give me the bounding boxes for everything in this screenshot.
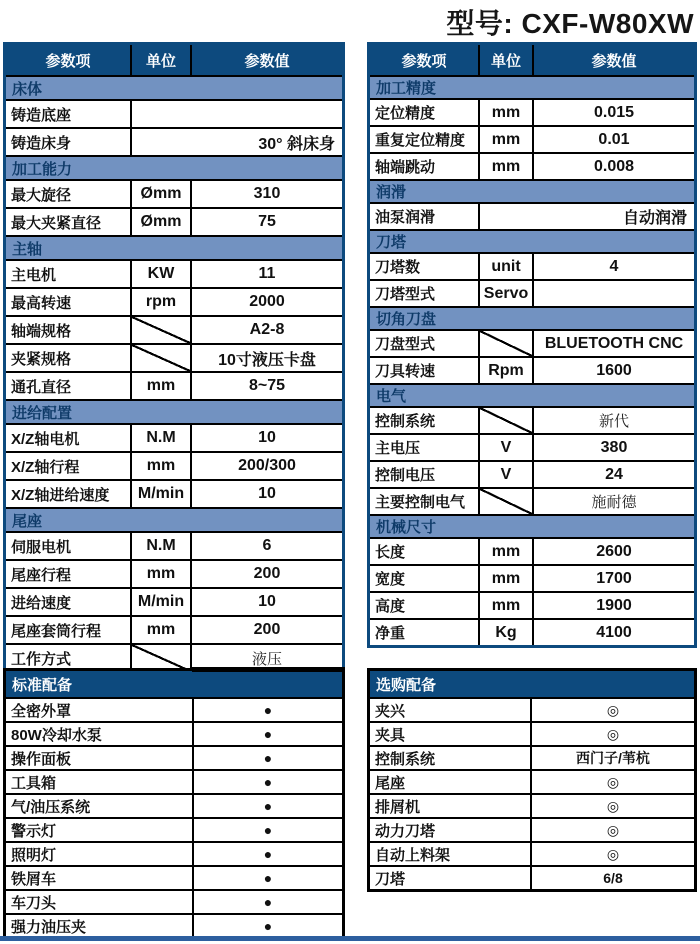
param-value: 24 (532, 462, 694, 487)
section-title: 主轴 (12, 240, 43, 258)
param-value: A2-8 (190, 317, 342, 343)
param-value: 自动润滑 (478, 204, 694, 229)
footer-accent-bar (0, 936, 700, 941)
equipment-row (370, 817, 694, 841)
spec-row (6, 371, 342, 399)
equipment-name: 铁屑车 (11, 870, 57, 888)
param-name: 控制电压 (375, 467, 436, 484)
column-header-parameter: 参数项 (45, 52, 91, 70)
equipment-row (370, 721, 694, 745)
param-unit: KW (130, 261, 190, 287)
standard-mark: ● (192, 843, 342, 865)
page-title: 型号: CXF-W80XW (446, 8, 694, 39)
spec-row (6, 451, 342, 479)
spec-row (370, 202, 694, 229)
param-value: 施耐德 (532, 489, 694, 514)
spec-row (370, 98, 694, 125)
param-name: X/Z轴行程 (11, 458, 80, 476)
param-value: 200 (190, 617, 342, 643)
param-name: X/Z轴电机 (11, 430, 80, 448)
equipment-name: 80W冷却水泵 (11, 726, 102, 744)
spec-row (6, 587, 342, 615)
optional-equipment-body (370, 697, 694, 889)
param-unit: Servo (478, 281, 532, 306)
param-unit: N.M (130, 425, 190, 451)
spec-table-left-header (6, 45, 342, 75)
param-name: 控制系统 (375, 413, 436, 430)
param-value: 4 (532, 254, 694, 279)
section-row (370, 514, 694, 537)
spec-table-right-header (370, 45, 694, 75)
standard-equipment-header: 标准配备 (6, 671, 342, 697)
column-header-unit: 单位 (130, 45, 190, 75)
equipment-name: 工具箱 (11, 774, 57, 792)
param-name: 最大旋径 (11, 186, 72, 204)
section-title: 切角刀盘 (376, 311, 437, 328)
section-title: 加工能力 (12, 160, 73, 178)
spec-row (6, 127, 342, 155)
param-name: 尾座套筒行程 (11, 622, 102, 640)
param-name: 铸造床身 (11, 134, 72, 152)
standard-equipment-table (3, 668, 345, 940)
section-row (370, 229, 694, 252)
standard-mark: ● (192, 747, 342, 769)
standard-mark: ● (192, 867, 342, 889)
section-row (6, 75, 342, 99)
section-title: 电气 (376, 388, 407, 405)
slash-cell (478, 489, 532, 514)
param-name: 铸造底座 (11, 106, 72, 124)
spec-tables-container (3, 42, 697, 674)
equipment-name: 照明灯 (11, 846, 57, 864)
equipment-row (370, 745, 694, 769)
param-unit: mm (130, 617, 190, 643)
param-unit: M/min (130, 589, 190, 615)
section-title: 床体 (12, 80, 43, 98)
param-unit: Kg (478, 620, 532, 645)
section-row (6, 399, 342, 423)
param-value: 2600 (532, 539, 694, 564)
spec-row (370, 252, 694, 279)
spec-table-right (367, 42, 697, 648)
param-value: 1900 (532, 593, 694, 618)
section-title: 润滑 (376, 184, 407, 201)
optional-mark: ◎ (530, 795, 694, 817)
param-name: 尾座行程 (11, 566, 72, 584)
spec-row (370, 279, 694, 306)
param-unit: mm (478, 100, 532, 125)
optional-mark: ◎ (530, 819, 694, 841)
param-value (130, 101, 342, 127)
spec-row (6, 343, 342, 371)
spec-table-left (3, 42, 345, 674)
param-unit: mm (478, 539, 532, 564)
column-header-unit: 单位 (478, 45, 532, 75)
param-unit: V (478, 435, 532, 460)
param-unit: Rpm (478, 358, 532, 383)
param-unit: unit (478, 254, 532, 279)
equipment-row (6, 721, 342, 745)
equipment-name: 操作面板 (11, 750, 72, 768)
param-name: 油泵润滑 (375, 209, 436, 226)
section-title: 刀塔 (376, 234, 407, 251)
param-value (532, 281, 694, 306)
param-name: 刀盘型式 (375, 336, 436, 353)
spec-row (6, 615, 342, 643)
section-title: 机械尺寸 (376, 519, 437, 536)
param-name: 主电压 (375, 440, 421, 457)
param-name: 定位精度 (375, 105, 436, 122)
param-name: 高度 (375, 598, 406, 615)
spec-row (370, 406, 694, 433)
optional-mark: 6/8 (530, 867, 694, 889)
optional-mark: ◎ (530, 699, 694, 721)
param-value: 30° 斜床身 (130, 129, 342, 155)
equipment-row (370, 769, 694, 793)
spec-row (370, 356, 694, 383)
param-value: 200/300 (190, 453, 342, 479)
equipment-row (6, 793, 342, 817)
equipment-row (6, 913, 342, 937)
spec-row (370, 487, 694, 514)
spec-row (370, 618, 694, 645)
column-header-value: 参数值 (190, 45, 342, 75)
equipment-row (6, 865, 342, 889)
equipment-name: 尾座 (375, 774, 406, 792)
equipment-name: 排屑机 (375, 798, 421, 816)
param-name: 最大夹紧直径 (11, 214, 102, 232)
spec-row (370, 460, 694, 487)
equipment-row (370, 697, 694, 721)
param-name: 宽度 (375, 571, 406, 588)
param-name: 最高转速 (11, 294, 72, 312)
equipment-row (6, 769, 342, 793)
param-name: 轴端规格 (11, 322, 72, 340)
spec-table-right-body (370, 75, 694, 645)
param-unit: M/min (130, 481, 190, 507)
param-value: 10 (190, 425, 342, 451)
standard-mark: ● (192, 699, 342, 721)
equipment-row (370, 793, 694, 817)
param-value: 2000 (190, 289, 342, 315)
optional-equipment-header: 选购配备 (370, 671, 694, 697)
section-title: 进给配置 (12, 404, 73, 422)
param-value: 10 (190, 481, 342, 507)
optional-mark: 西门子/苇杭 (530, 747, 694, 769)
param-unit: mm (130, 453, 190, 479)
param-name: 工作方式 (11, 650, 72, 668)
spec-row (370, 125, 694, 152)
standard-mark: ● (192, 795, 342, 817)
spec-row (6, 99, 342, 127)
param-value: 75 (190, 209, 342, 235)
spec-row (370, 537, 694, 564)
param-name: 夹紧规格 (11, 350, 72, 368)
param-value: 0.008 (532, 154, 694, 179)
param-value: 4100 (532, 620, 694, 645)
param-name: 刀塔数 (375, 259, 421, 276)
standard-equipment-body (6, 697, 342, 937)
spec-row (370, 329, 694, 356)
equipment-row (6, 817, 342, 841)
section-row (370, 75, 694, 98)
equipment-name: 动力刀塔 (375, 822, 436, 840)
param-name: 主电机 (11, 266, 57, 284)
section-row (6, 507, 342, 531)
spec-row (370, 591, 694, 618)
param-name: 通孔直径 (11, 378, 72, 396)
standard-mark: ● (192, 723, 342, 745)
param-unit: N.M (130, 533, 190, 559)
param-name: 重复定位精度 (375, 132, 466, 149)
equipment-row (6, 697, 342, 721)
param-name: 主要控制电气 (375, 494, 466, 511)
param-value: 0.015 (532, 100, 694, 125)
optional-mark: ◎ (530, 771, 694, 793)
param-name: 轴端跳动 (375, 159, 436, 176)
spec-row (6, 423, 342, 451)
param-name: X/Z轴进给速度 (11, 486, 110, 504)
param-name: 长度 (375, 544, 406, 561)
section-row (370, 179, 694, 202)
spec-row (6, 559, 342, 587)
section-row (370, 383, 694, 406)
param-unit: V (478, 462, 532, 487)
param-value: 液压 (190, 645, 342, 671)
spec-row (6, 479, 342, 507)
param-value: 8~75 (190, 373, 342, 399)
spec-row (6, 207, 342, 235)
param-unit: Ømm (130, 209, 190, 235)
spec-table-left-body (6, 75, 342, 671)
equipment-name: 警示灯 (11, 822, 57, 840)
slash-cell (130, 317, 190, 343)
equipment-name: 全密外罩 (11, 702, 72, 720)
param-value: 新代 (532, 408, 694, 433)
spec-row (6, 315, 342, 343)
param-unit: mm (130, 373, 190, 399)
param-value: BLUETOOTH CNC (532, 331, 694, 356)
optional-mark: ◎ (530, 723, 694, 745)
standard-mark: ● (192, 915, 342, 937)
param-value: 1600 (532, 358, 694, 383)
optional-mark: ◎ (530, 843, 694, 865)
param-name: 刀具转速 (375, 363, 436, 380)
slash-cell (478, 408, 532, 433)
spec-row (6, 287, 342, 315)
section-row (370, 306, 694, 329)
spec-row (370, 564, 694, 591)
equipment-row (370, 841, 694, 865)
standard-mark: ● (192, 819, 342, 841)
equipment-name: 强力油压夹 (11, 918, 87, 936)
section-title: 加工精度 (376, 80, 437, 97)
spec-row (370, 433, 694, 460)
param-unit: mm (478, 593, 532, 618)
standard-mark: ● (192, 891, 342, 913)
param-value: 10 (190, 589, 342, 615)
equipment-row (6, 889, 342, 913)
param-unit: rpm (130, 289, 190, 315)
param-name: 刀塔型式 (375, 286, 436, 303)
equipment-tables-container (3, 668, 697, 940)
equipment-name: 车刀头 (11, 894, 57, 912)
section-row (6, 235, 342, 259)
equipment-row (370, 865, 694, 889)
equipment-row (6, 841, 342, 865)
section-row (6, 155, 342, 179)
standard-mark: ● (192, 771, 342, 793)
param-name: 伺服电机 (11, 538, 72, 556)
slash-cell (130, 345, 190, 371)
spec-row (370, 152, 694, 179)
equipment-name: 气/油压系统 (11, 798, 91, 816)
spec-row (6, 259, 342, 287)
param-unit: mm (478, 154, 532, 179)
param-value: 310 (190, 181, 342, 207)
equipment-name: 夹兴 (375, 702, 406, 720)
optional-equipment-table (367, 668, 697, 892)
param-name: 进给速度 (11, 594, 72, 612)
param-value: 10寸液压卡盘 (190, 345, 342, 371)
param-unit: mm (478, 566, 532, 591)
spec-row (6, 531, 342, 559)
param-unit: Ømm (130, 181, 190, 207)
slash-cell (478, 331, 532, 356)
param-unit: mm (130, 561, 190, 587)
param-value: 1700 (532, 566, 694, 591)
equipment-name: 刀塔 (375, 870, 406, 888)
param-name: 净重 (375, 625, 406, 642)
param-value: 6 (190, 533, 342, 559)
equipment-name: 夹具 (375, 726, 406, 744)
column-header-parameter: 参数项 (401, 52, 447, 70)
spec-row (6, 179, 342, 207)
column-header-value: 参数值 (532, 45, 694, 75)
param-value: 0.01 (532, 127, 694, 152)
section-title: 尾座 (12, 512, 43, 530)
param-value: 200 (190, 561, 342, 587)
param-value: 380 (532, 435, 694, 460)
param-value: 11 (190, 261, 342, 287)
equipment-name: 自动上料架 (375, 846, 451, 864)
equipment-row (6, 745, 342, 769)
param-unit: mm (478, 127, 532, 152)
equipment-name: 控制系统 (375, 750, 436, 768)
